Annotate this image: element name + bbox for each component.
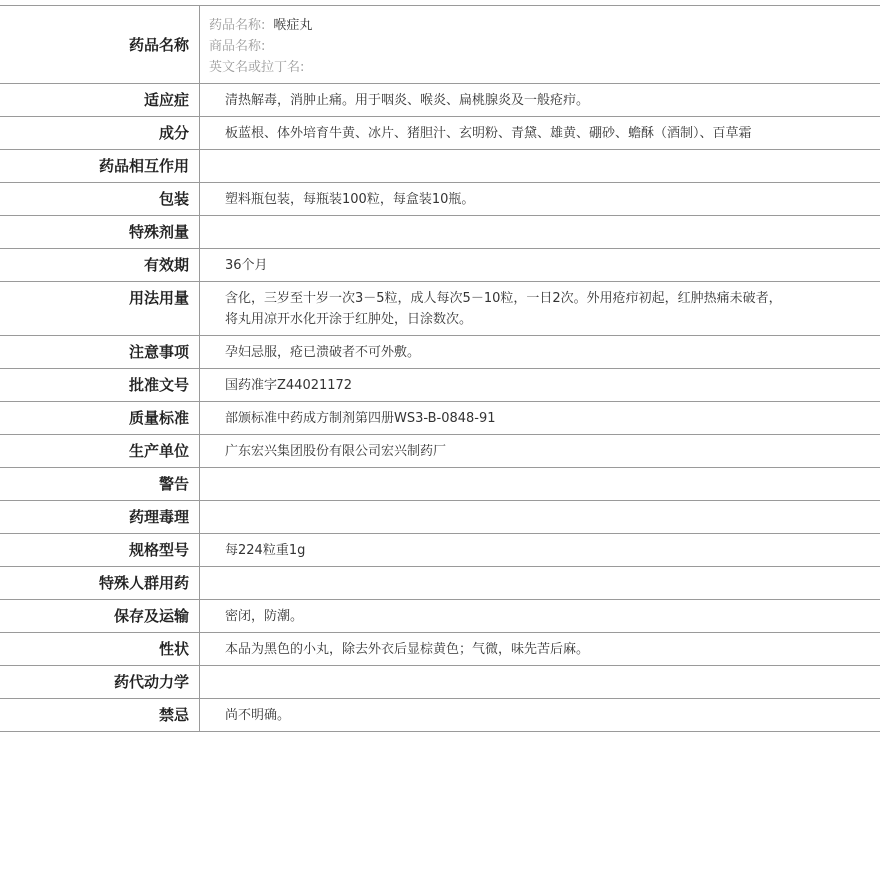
row-value bbox=[200, 699, 880, 731]
row-value-text: 孕妇忌服，疮已溃破者不可外敷。 bbox=[225, 345, 421, 360]
row-value bbox=[200, 249, 880, 281]
row-value-text: 广东宏兴集团股份有限公司宏兴制药厂 bbox=[225, 444, 447, 459]
row-value bbox=[200, 468, 880, 500]
generic-name-value: 喉症丸 bbox=[273, 18, 313, 33]
row-value bbox=[200, 435, 880, 467]
row-value bbox=[200, 336, 880, 368]
row-label: 特殊人群用药 bbox=[0, 567, 200, 599]
generic-name-line bbox=[209, 15, 312, 36]
english-name-key: 英文名或拉丁名: bbox=[209, 60, 305, 75]
table-row-storage bbox=[0, 599, 880, 632]
table-row-specification bbox=[0, 533, 880, 566]
trade-name-key: 商品名称: bbox=[209, 39, 266, 54]
row-label: 质量标准 bbox=[0, 402, 200, 434]
table-row-contraindications bbox=[0, 698, 880, 732]
table-row-precautions bbox=[0, 335, 880, 368]
row-value bbox=[200, 402, 880, 434]
row-label: 警告 bbox=[0, 468, 200, 500]
row-value bbox=[200, 150, 880, 182]
table-row-dosage bbox=[0, 281, 880, 335]
table-row-packaging bbox=[0, 182, 880, 215]
row-label: 注意事项 bbox=[0, 336, 200, 368]
row-value-text: 密闭，防潮。 bbox=[225, 609, 304, 624]
table-row-pharmacology bbox=[0, 500, 880, 533]
row-value bbox=[200, 183, 880, 215]
row-value bbox=[200, 633, 880, 665]
generic-name-key: 药品名称: bbox=[209, 18, 266, 33]
row-label: 特殊剂量 bbox=[0, 216, 200, 248]
row-value-text: 清热解毒，消肿止痛。用于咽炎、喉炎、扁桃腺炎及一般疮疖。 bbox=[225, 93, 590, 108]
row-label: 药品相互作用 bbox=[0, 150, 200, 182]
row-label: 有效期 bbox=[0, 249, 200, 281]
row-value-text: 国药准字Z44021172 bbox=[225, 378, 353, 393]
row-label: 用法用量 bbox=[0, 282, 200, 335]
table-row-manufacturer bbox=[0, 434, 880, 467]
row-value-text: 部颁标准中药成方制剂第四册WS3-B-0848-91 bbox=[225, 411, 496, 426]
row-label: 规格型号 bbox=[0, 534, 200, 566]
trade-name-line bbox=[209, 36, 312, 57]
row-value bbox=[200, 117, 880, 149]
row-label: 包装 bbox=[0, 183, 200, 215]
table-row-special-dose bbox=[0, 215, 880, 248]
row-label: 药理毒理 bbox=[0, 501, 200, 533]
row-value bbox=[200, 282, 880, 335]
row-value-text: 每224粒重1g bbox=[225, 543, 306, 558]
english-name-line bbox=[209, 57, 312, 78]
table-row-pharmacokinetics bbox=[0, 665, 880, 698]
table-row-interactions bbox=[0, 149, 880, 182]
row-value bbox=[200, 216, 880, 248]
table-row-approval-number bbox=[0, 368, 880, 401]
row-label: 药代动力学 bbox=[0, 666, 200, 698]
row-label: 禁忌 bbox=[0, 699, 200, 731]
row-label: 成分 bbox=[0, 117, 200, 149]
row-value-text: 36个月 bbox=[225, 258, 268, 273]
row-label: 批准文号 bbox=[0, 369, 200, 401]
row-label: 生产单位 bbox=[0, 435, 200, 467]
row-value-text: 尚不明确。 bbox=[225, 708, 291, 723]
row-value bbox=[200, 534, 880, 566]
table-row-drug-name bbox=[0, 5, 880, 83]
row-value-text: 塑料瓶包装，每瓶装100粒，每盒装10瓶。 bbox=[225, 192, 475, 207]
table-row-warning bbox=[0, 467, 880, 500]
table-row-description bbox=[0, 632, 880, 665]
row-label: 性状 bbox=[0, 633, 200, 665]
row-value bbox=[200, 567, 880, 599]
row-value-text: 板蓝根、体外培育牛黄、冰片、猪胆汁、玄明粉、青黛、雄黄、硼砂、蟾酥（酒制）、百草霜 bbox=[225, 126, 752, 141]
row-value-text: 本品为黑色的小丸，除去外衣后显棕黄色；气微，味先苦后麻。 bbox=[225, 642, 590, 657]
row-value-text: 含化，三岁至十岁一次3－5粒，成人每次5－10粒，一日2次。外用疮疖初起，红肿热痛未破者，将丸用凉开水化开涂于红肿处，日涂数次。 bbox=[225, 291, 782, 327]
row-label: 保存及运输 bbox=[0, 600, 200, 632]
drug-name-block bbox=[200, 6, 312, 83]
row-value bbox=[200, 84, 880, 116]
row-value bbox=[200, 600, 880, 632]
row-label: 药品名称 bbox=[0, 6, 200, 83]
table-row-ingredients bbox=[0, 116, 880, 149]
table-row-quality-standard bbox=[0, 401, 880, 434]
table-row-indication bbox=[0, 83, 880, 116]
row-label: 适应症 bbox=[0, 84, 200, 116]
table-row-shelf-life bbox=[0, 248, 880, 281]
row-value bbox=[200, 666, 880, 698]
row-value bbox=[200, 501, 880, 533]
table-row-special-populations bbox=[0, 566, 880, 599]
row-value bbox=[200, 369, 880, 401]
drug-info-table bbox=[0, 5, 880, 732]
